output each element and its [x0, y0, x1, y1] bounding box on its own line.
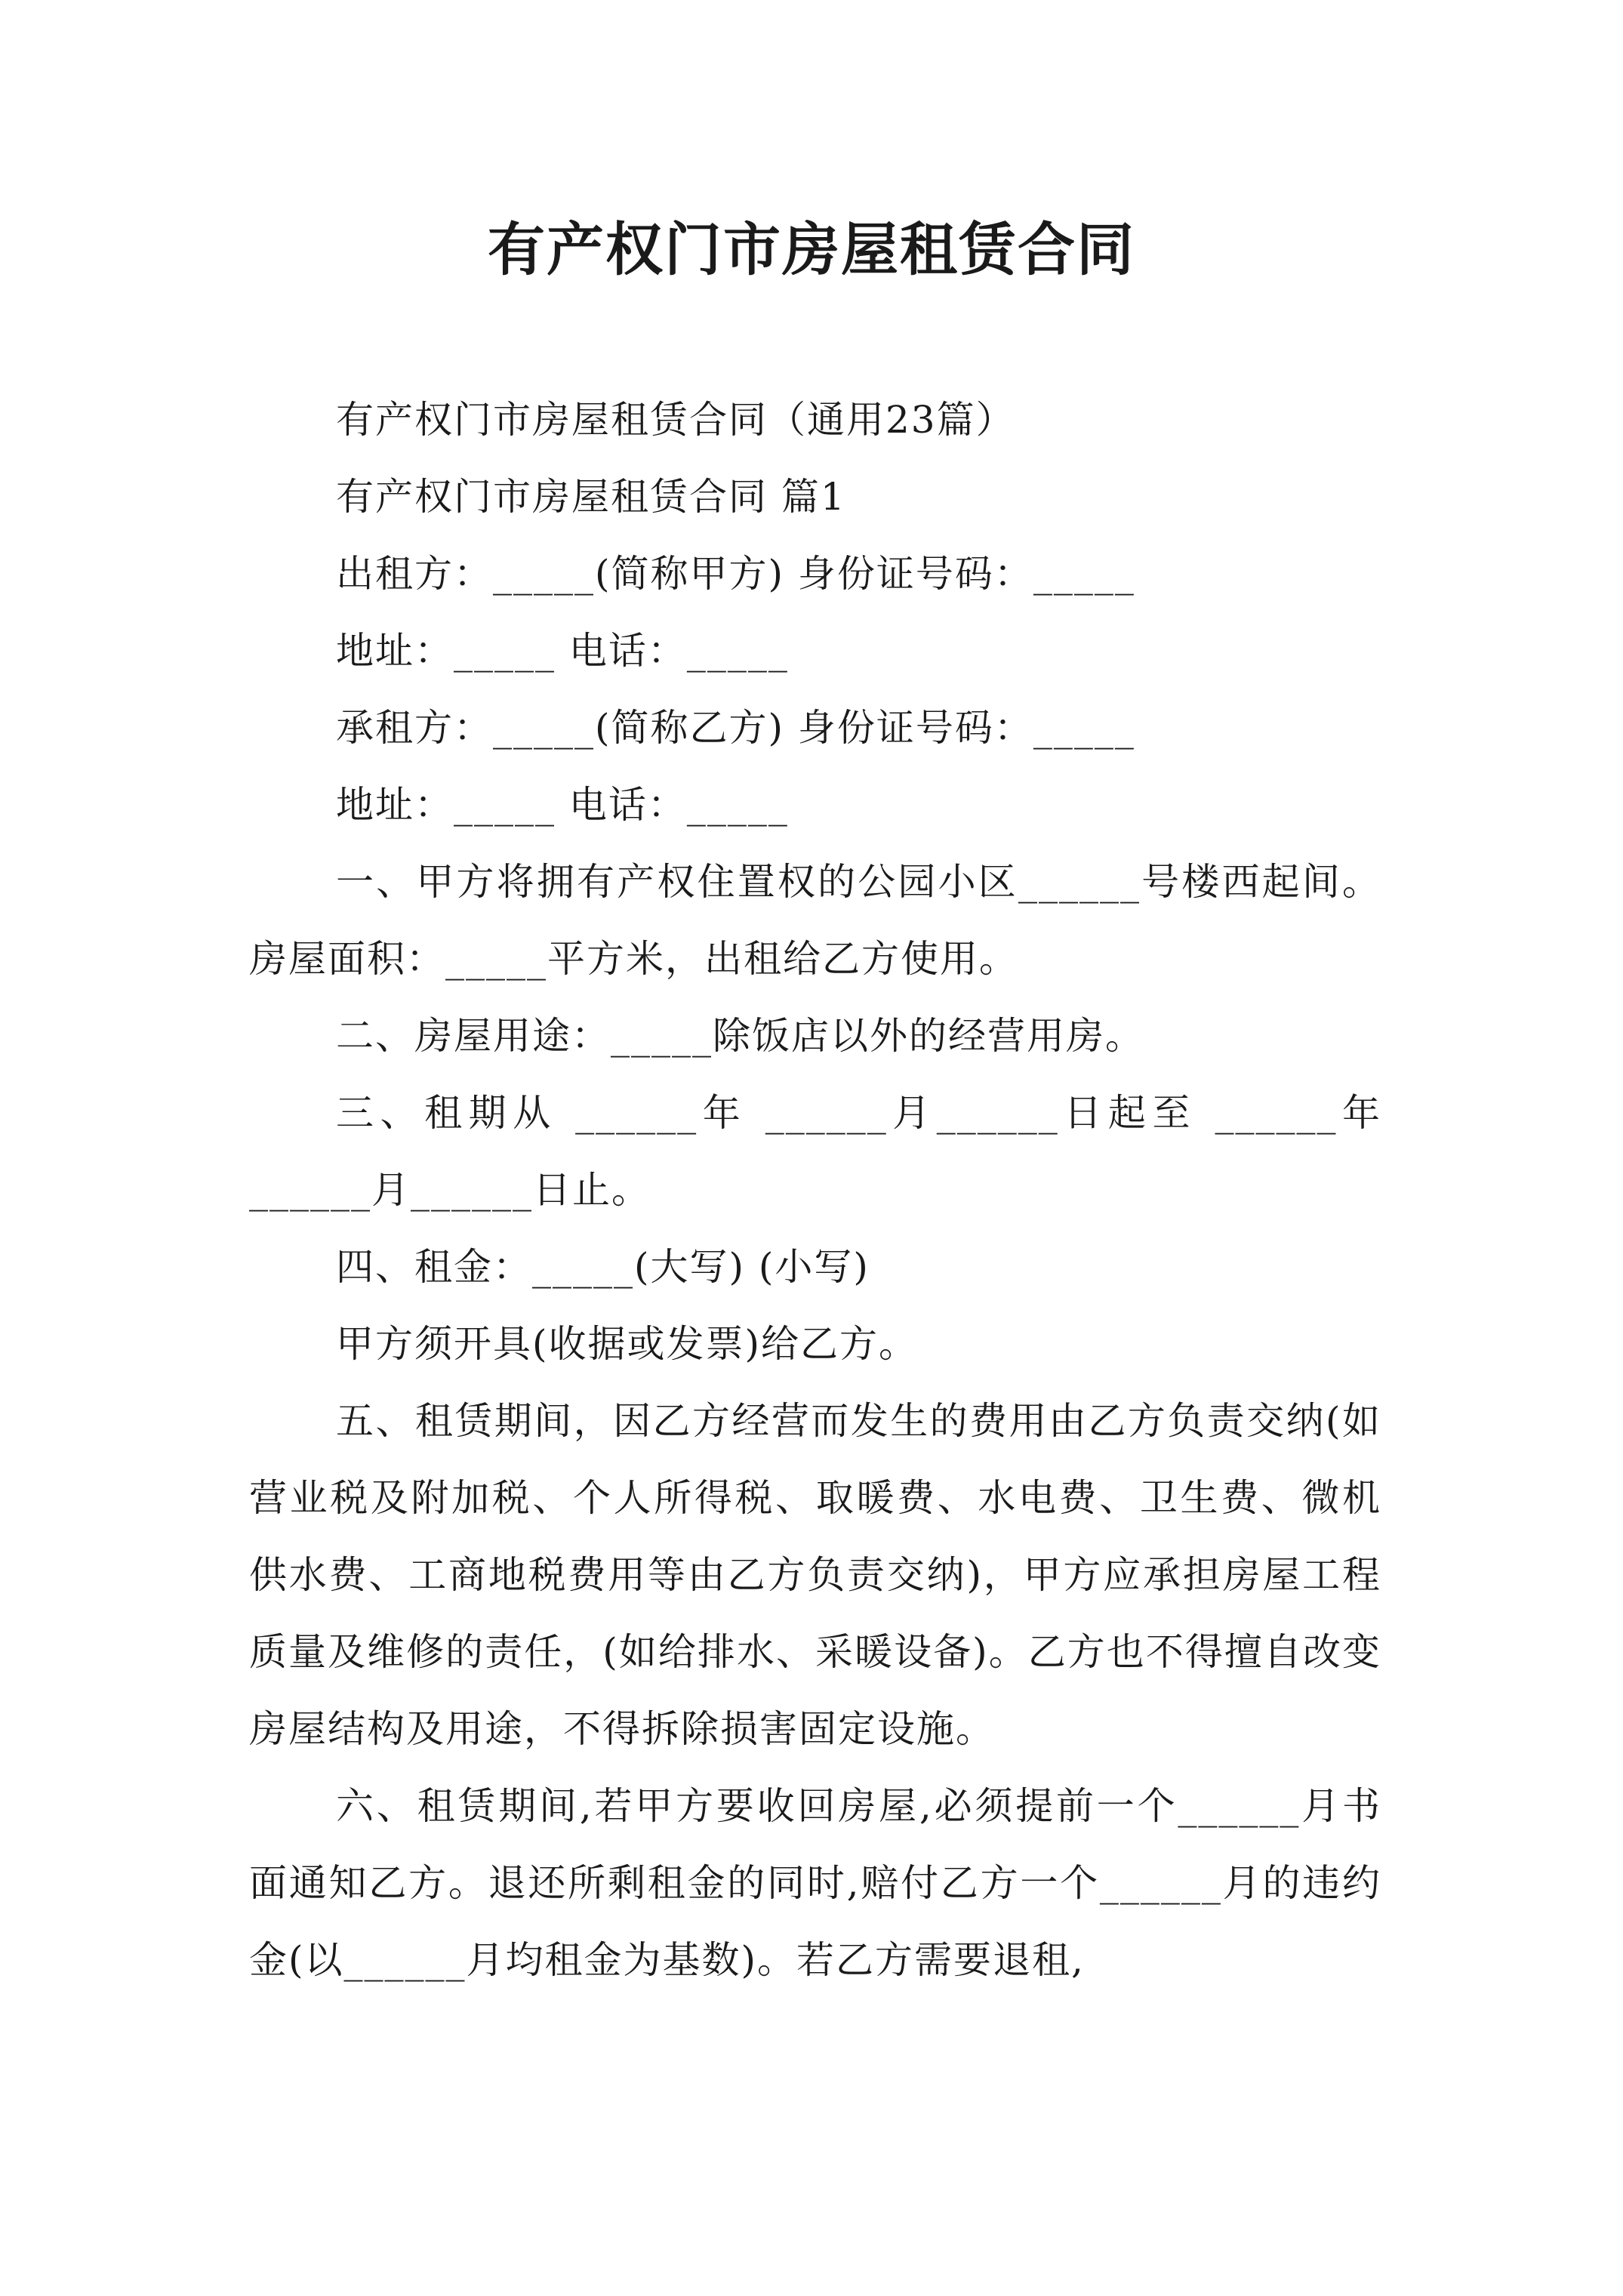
paragraph-lessee-address: 地址：_____ 电话：_____	[336, 783, 789, 827]
paragraph-clause-2: 二、房屋用途：_____除饭店以外的经营用房。	[336, 1014, 1144, 1058]
paragraph-clause-3: 三、租期从 ______年 ______月______日起至 ______年 ______月______日止。	[249, 1091, 1381, 1212]
paragraph-clause-6: 六、租赁期间,若甲方要收回房屋,必须提前一个______月书面通知乙方。退还所剩租金的同时,赔付乙方一个______月的违约金(以______月均租金为基数)。若乙方需要退租,	[249, 1784, 1381, 1982]
paragraph-heading: 有产权门市房屋租赁合同（通用23篇）	[336, 398, 1015, 442]
paragraph-clause-4: 四、租金：_____(大写) (小写)	[336, 1245, 870, 1289]
paragraph-clause-5: 五、租赁期间，因乙方经营而发生的费用由乙方负责交纳(如营业税及附加税、个人所得税、取暖费、水电费、卫生费、微机供水费、工商地税费用等由乙方负责交纳)，甲方应承担房屋工程质量及维修的责任，(如给排水、采暖设备)。乙方也不得擅自改变房屋结构及用途，不得拆除损害固定设施。	[249, 1399, 1381, 1751]
document-title: 有产权门市房屋租赁合同	[488, 216, 1135, 283]
paragraph-lessor: 出租方：_____(简称甲方) 身份证号码：_____	[336, 552, 1135, 596]
document-body	[249, 381, 1381, 1999]
paragraph-section-title: 有产权门市房屋租赁合同 篇1	[336, 475, 846, 519]
paragraph-receipt: 甲方须开具(收据或发票)给乙方。	[336, 1322, 919, 1366]
paragraph-lessor-address: 地址：_____ 电话：_____	[336, 629, 789, 673]
paragraph-clause-1: 一、甲方将拥有产权住置权的公园小区______号楼西起间。房屋面积：_____平方米，出租给乙方使用。	[249, 860, 1381, 981]
paragraph-lessee: 承租方：_____(简称乙方) 身份证号码：_____	[336, 706, 1135, 750]
